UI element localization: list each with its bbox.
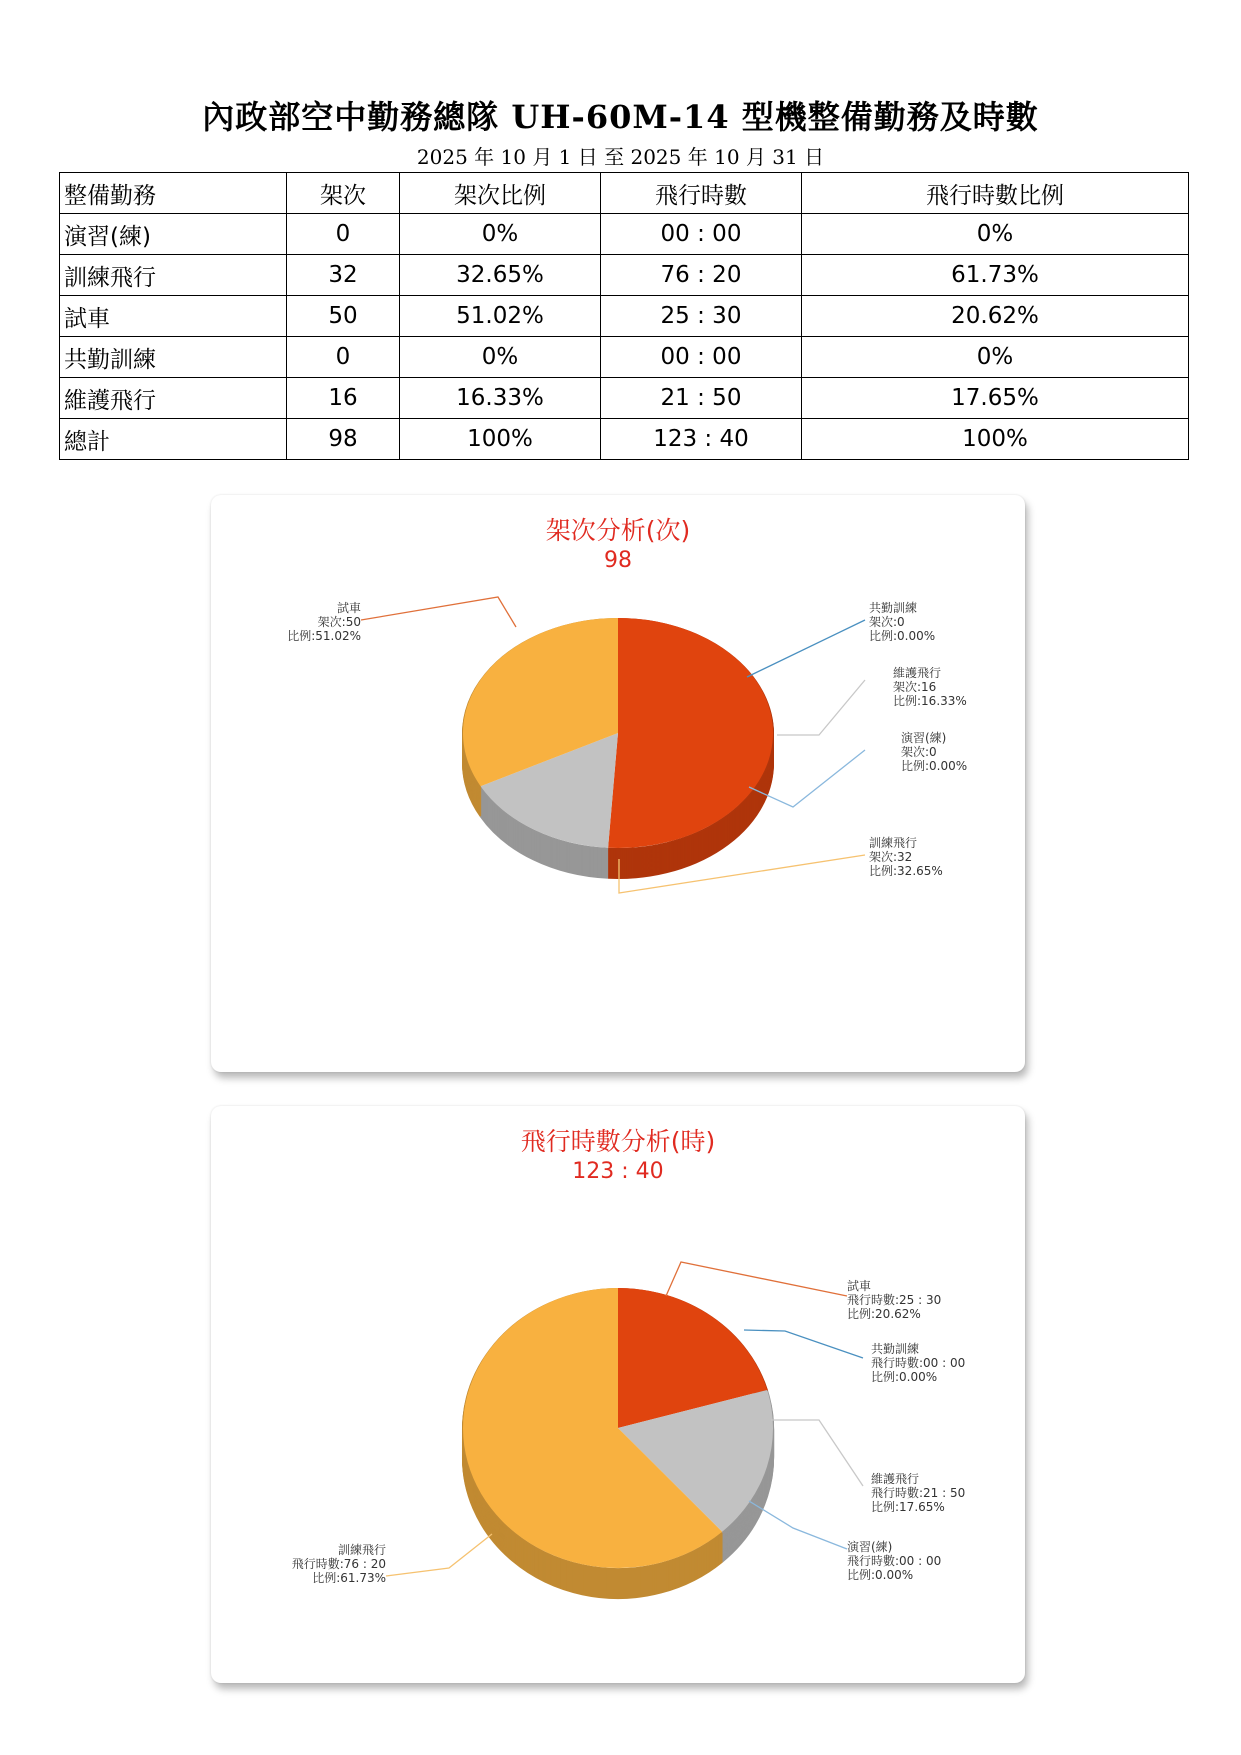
- date-range: 2025 年 10 月 1 日 至 2025 年 10 月 31 日: [416, 145, 825, 169]
- slice-label: 飛行時數:25 : 30: [847, 1293, 942, 1307]
- page-title: 內政部空中勤務總隊 UH-60M-14 型機整備勤務及時數: [202, 98, 1039, 136]
- slice-label: 演習(練): [901, 731, 947, 745]
- table-total-row: [60, 419, 1189, 460]
- sortie-ratio-cell: 0%: [400, 214, 601, 255]
- slice-label: 架次:0: [901, 745, 937, 759]
- chart-title: 架次分析(次): [545, 516, 691, 545]
- leader-line: [777, 680, 865, 735]
- hours-ratio-cell: 0%: [802, 214, 1189, 255]
- slice-label: 飛行時數:21 : 50: [871, 1486, 966, 1500]
- slice-label: 比例:32.65%: [869, 864, 943, 878]
- header-flight-hours: 飛行時數: [601, 173, 802, 214]
- sorties-cell: 16: [287, 378, 400, 419]
- flight-hours-cell: 76 : 20: [601, 255, 802, 296]
- flight-hours-cell: 21 : 50: [601, 378, 802, 419]
- row-label: 訓練飛行: [60, 255, 287, 296]
- leader-line: [361, 597, 516, 627]
- header-sortie-ratio: 架次比例: [400, 173, 601, 214]
- slice-label: 比例:0.00%: [847, 1568, 914, 1582]
- slice-label: 架次:50: [317, 615, 361, 629]
- chart-total: 123 : 40: [572, 1159, 664, 1184]
- chart-total: 98: [604, 548, 632, 573]
- hours-ratio-cell: 61.73%: [802, 255, 1189, 296]
- table-row: [60, 214, 1189, 255]
- slice-label: 比例:0.00%: [901, 759, 968, 773]
- hours-pie-chart: [211, 1106, 1025, 1683]
- leader-line: [666, 1262, 847, 1296]
- slice-label: 共勤訓練: [871, 1342, 920, 1356]
- slice-label: 訓練飛行: [337, 1543, 386, 1557]
- table-row: [60, 296, 1189, 337]
- row-label: 共勤訓練: [60, 337, 287, 378]
- slice-label: 試車: [847, 1279, 872, 1293]
- sortie-ratio-cell: 0%: [400, 337, 601, 378]
- sorties-cell: 0: [287, 214, 400, 255]
- flight-hours-cell: 00 : 00: [601, 337, 802, 378]
- slice-label: 架次:16: [893, 680, 937, 694]
- slice-label: 比例:16.33%: [893, 694, 967, 708]
- sortie-ratio-cell: 16.33%: [400, 378, 601, 419]
- slice-label: 飛行時數:00 : 00: [871, 1356, 966, 1370]
- row-label: 演習(練): [60, 214, 287, 255]
- table-row: [60, 337, 1189, 378]
- flight-hours-cell: 25 : 30: [601, 296, 802, 337]
- slice-label: 演習(練): [847, 1540, 893, 1554]
- hours-ratio-cell: 20.62%: [802, 296, 1189, 337]
- leader-line: [771, 1420, 863, 1486]
- sortie-ratio-cell: 100%: [400, 419, 601, 460]
- slice-label: 維護飛行: [893, 666, 942, 680]
- summary-table: [59, 172, 1189, 460]
- table-header-row: [60, 173, 1189, 214]
- leader-line: [386, 1534, 492, 1576]
- header-hours-ratio: 飛行時數比例: [802, 173, 1189, 214]
- table-row: [60, 255, 1189, 296]
- flight-hours-cell: 123 : 40: [601, 419, 802, 460]
- slice-label: 比例:20.62%: [847, 1307, 921, 1321]
- hours-ratio-cell: 17.65%: [802, 378, 1189, 419]
- sortie-ratio-cell: 51.02%: [400, 296, 601, 337]
- row-label: 維護飛行: [60, 378, 287, 419]
- slice-label: 飛行時數:00 : 00: [847, 1554, 942, 1568]
- header-sorties: 架次: [287, 173, 400, 214]
- sorties-cell: 0: [287, 337, 400, 378]
- slice-label: 架次:32: [869, 850, 913, 864]
- sorties-cell: 32: [287, 255, 400, 296]
- sortie-ratio-cell: 32.65%: [400, 255, 601, 296]
- slice-label: 訓練飛行: [869, 836, 918, 850]
- slice-label: 試車: [336, 601, 361, 615]
- flight-hours-cell: 00 : 00: [601, 214, 802, 255]
- header-task: 整備勤務: [60, 173, 287, 214]
- slice-label: 比例:0.00%: [869, 629, 936, 643]
- sorties-cell: 50: [287, 296, 400, 337]
- row-label: 總計: [60, 419, 287, 460]
- slice-label: 共勤訓練: [869, 601, 918, 615]
- slice-label: 飛行時數:76 : 20: [291, 1557, 386, 1571]
- slice-label: 比例:17.65%: [871, 1500, 945, 1514]
- table-row: [60, 378, 1189, 419]
- hours-ratio-cell: 0%: [802, 337, 1189, 378]
- leader-line: [744, 1330, 863, 1358]
- slice-label: 比例:51.02%: [287, 629, 361, 643]
- leader-line: [747, 620, 865, 677]
- hours-pie-chart-card: [211, 1106, 1025, 1683]
- sortie-pie-chart: [211, 495, 1025, 1072]
- slice-label: 比例:0.00%: [871, 1370, 938, 1384]
- slice-label: 比例:61.73%: [312, 1571, 386, 1585]
- slice-label: 架次:0: [869, 615, 905, 629]
- chart-title: 飛行時數分析(時): [520, 1127, 716, 1156]
- sorties-cell: 98: [287, 419, 400, 460]
- hours-ratio-cell: 100%: [802, 419, 1189, 460]
- sortie-pie-chart-card: [211, 495, 1025, 1072]
- slice-label: 維護飛行: [871, 1472, 920, 1486]
- row-label: 試車: [60, 296, 287, 337]
